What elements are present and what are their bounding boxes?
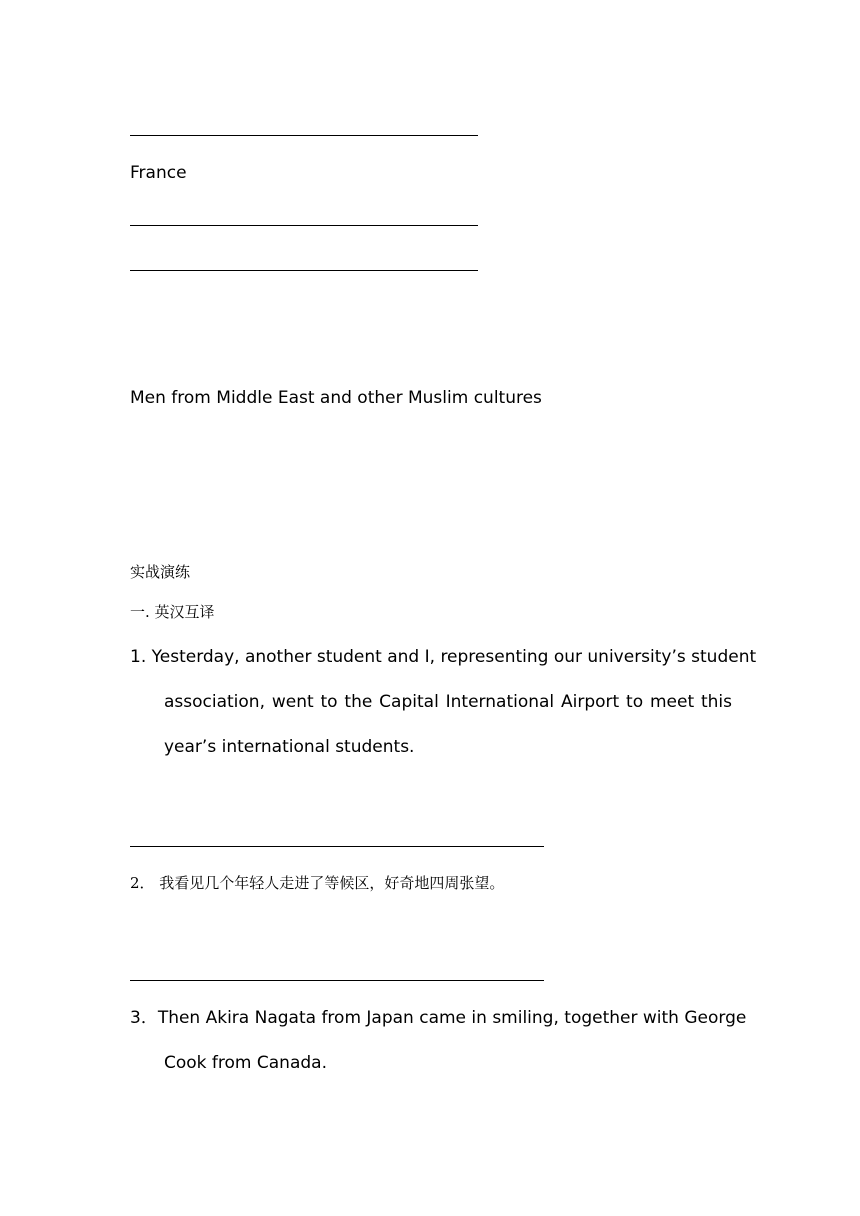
practice-subheading: 一. 英汉互译 bbox=[130, 603, 215, 621]
answer-blank-line[interactable] bbox=[130, 270, 478, 271]
exercise-item-1 bbox=[130, 635, 757, 770]
label-men-middle-east: Men from Middle East and other Muslim cultures bbox=[130, 388, 542, 408]
answer-blank-line[interactable] bbox=[130, 980, 544, 981]
answer-blank-line[interactable] bbox=[130, 846, 544, 847]
exercise-item-1-line-3: year’s international students. bbox=[164, 737, 415, 757]
answer-blank-line[interactable] bbox=[130, 135, 478, 136]
exercise-item-3-line-1: 3．Then Akira Nagata from Japan came in smiling, together with George bbox=[130, 1008, 747, 1028]
label-france: France bbox=[130, 163, 187, 183]
exercise-item-3-line-2: Cook from Canada. bbox=[164, 1053, 327, 1073]
practice-heading: 实战演练 bbox=[130, 563, 191, 581]
answer-blank-line[interactable] bbox=[130, 225, 478, 226]
exercise-item-1-line-2: association, went to the Capital International Airport to meet this bbox=[164, 692, 732, 712]
exercise-item-1-line-1: 1. Yesterday, another student and I, representing our university’s student bbox=[130, 647, 757, 667]
exercise-item-3 bbox=[130, 996, 747, 1086]
exercise-item-2: 2． 我看见几个年轻人走进了等候区，好奇地四周张望。 bbox=[130, 874, 505, 892]
